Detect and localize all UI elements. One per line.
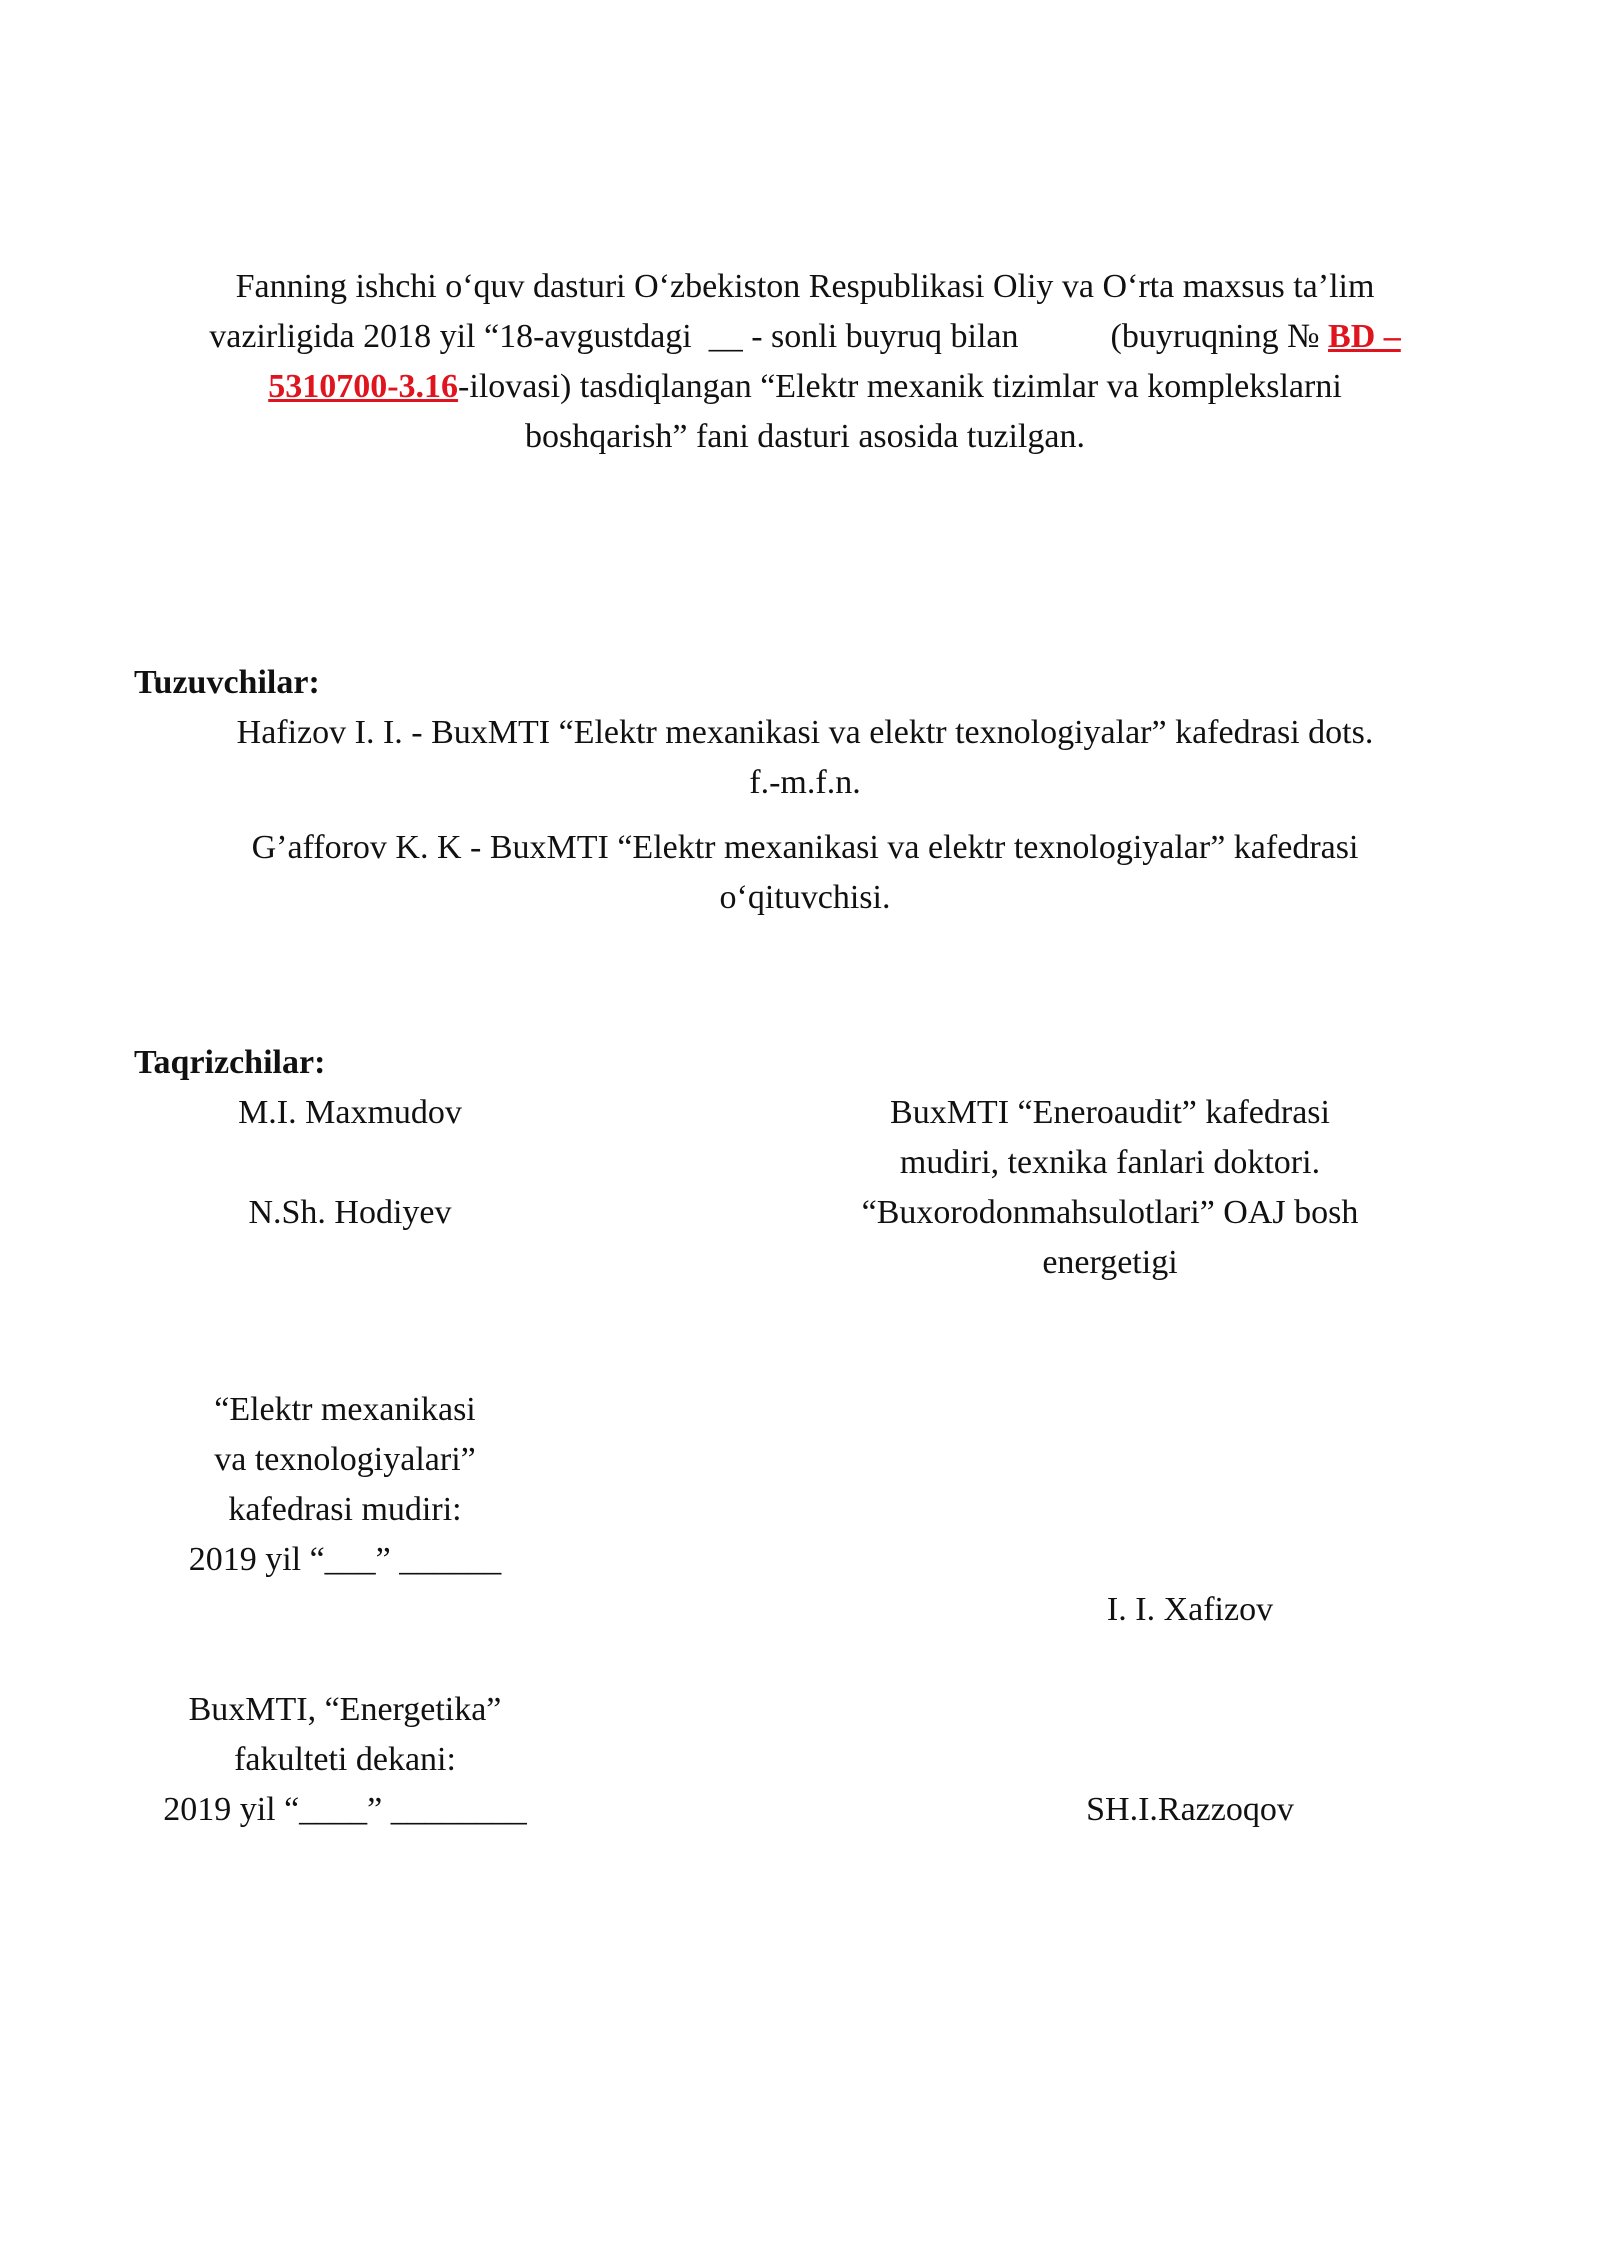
reviewer-1-name: M.I. Maxmudov	[238, 1094, 462, 1131]
author-1-line-1: Hafizov I. I. - BuxMTI “Elektr mexanikasi va elektr texnologiyalar” kafedrasi dots.	[236, 714, 1374, 751]
department-head-block	[130, 1385, 560, 1585]
intro-line-1: Fanning ishchi o‘quv dasturi O‘zbekiston Respublikasi Oliy va O‘rta maxsus ta’lim	[235, 268, 1375, 305]
dean-block	[130, 1685, 560, 1835]
reviewers-heading: Taqrizchilar:	[134, 1044, 326, 1081]
authors-heading: Tuzuvchilar:	[134, 664, 320, 701]
reviewer-2-desc-line-1: “Buxorodonmahsulotlari” OAJ bosh	[861, 1194, 1359, 1231]
dean-date-line: 2019 yil “____” ________	[163, 1791, 527, 1828]
reviewer-1-description	[780, 1088, 1440, 1188]
intro-line-2-b: - sonli buyruq bilan	[751, 318, 1019, 355]
dean-line-2: fakulteti dekani:	[234, 1741, 456, 1778]
reviewer-1-desc-line-1: BuxMTI “Eneroaudit” kafedrasi	[890, 1094, 1330, 1131]
intro-line-4: boshqarish” fani dasturi asosida tuzilgan.	[525, 418, 1085, 455]
reviewer-1-desc-line-2: mudiri, texnika fanlari doktori.	[899, 1144, 1321, 1181]
dean-line-1: BuxMTI, “Energetika”	[188, 1691, 502, 1728]
department-line-1: “Elektr mexanikasi	[214, 1391, 476, 1428]
author-2-line-2: o‘qituvchisi.	[719, 879, 891, 916]
intro-line-3-b: -ilovasi) tasdiqlangan “Elektr mexanik tizimlar va komplekslarni	[458, 368, 1342, 405]
reviewer-2-desc-line-2: energetigi	[1042, 1244, 1178, 1281]
author-2-line-1: G’afforov K. K - BuxMTI “Elektr mexanikasi va elektr texnologiyalar” kafedrasi	[251, 829, 1359, 866]
department-head-signer: I. I. Xafizov	[1106, 1591, 1274, 1628]
department-date-line: 2019 yil “___” ______	[188, 1541, 502, 1578]
order-code-part-1: BD –	[1328, 318, 1401, 355]
order-number-blank: __	[708, 318, 743, 355]
intro-paragraph	[140, 262, 1470, 462]
intro-line-2-a: vazirligida 2018 yil “18-avgustdagi	[209, 318, 692, 355]
order-code-part-2: 5310700-3.16	[268, 368, 459, 405]
reviewer-2-description	[780, 1188, 1440, 1288]
intro-line-2-c: (buyruqning №	[1110, 318, 1320, 355]
reviewer-2-name: N.Sh. Hodiyev	[248, 1194, 452, 1231]
dean-signer: SH.I.Razzoqov	[1086, 1791, 1294, 1828]
author-1-line-2: f.-m.f.n.	[749, 764, 861, 801]
intro-line-3	[140, 362, 1470, 412]
department-line-2: va texnologiyalari”	[214, 1441, 476, 1478]
author-1	[140, 708, 1470, 808]
intro-line-2	[140, 312, 1470, 362]
department-line-3: kafedrasi mudiri:	[228, 1491, 462, 1528]
author-2	[140, 823, 1470, 923]
